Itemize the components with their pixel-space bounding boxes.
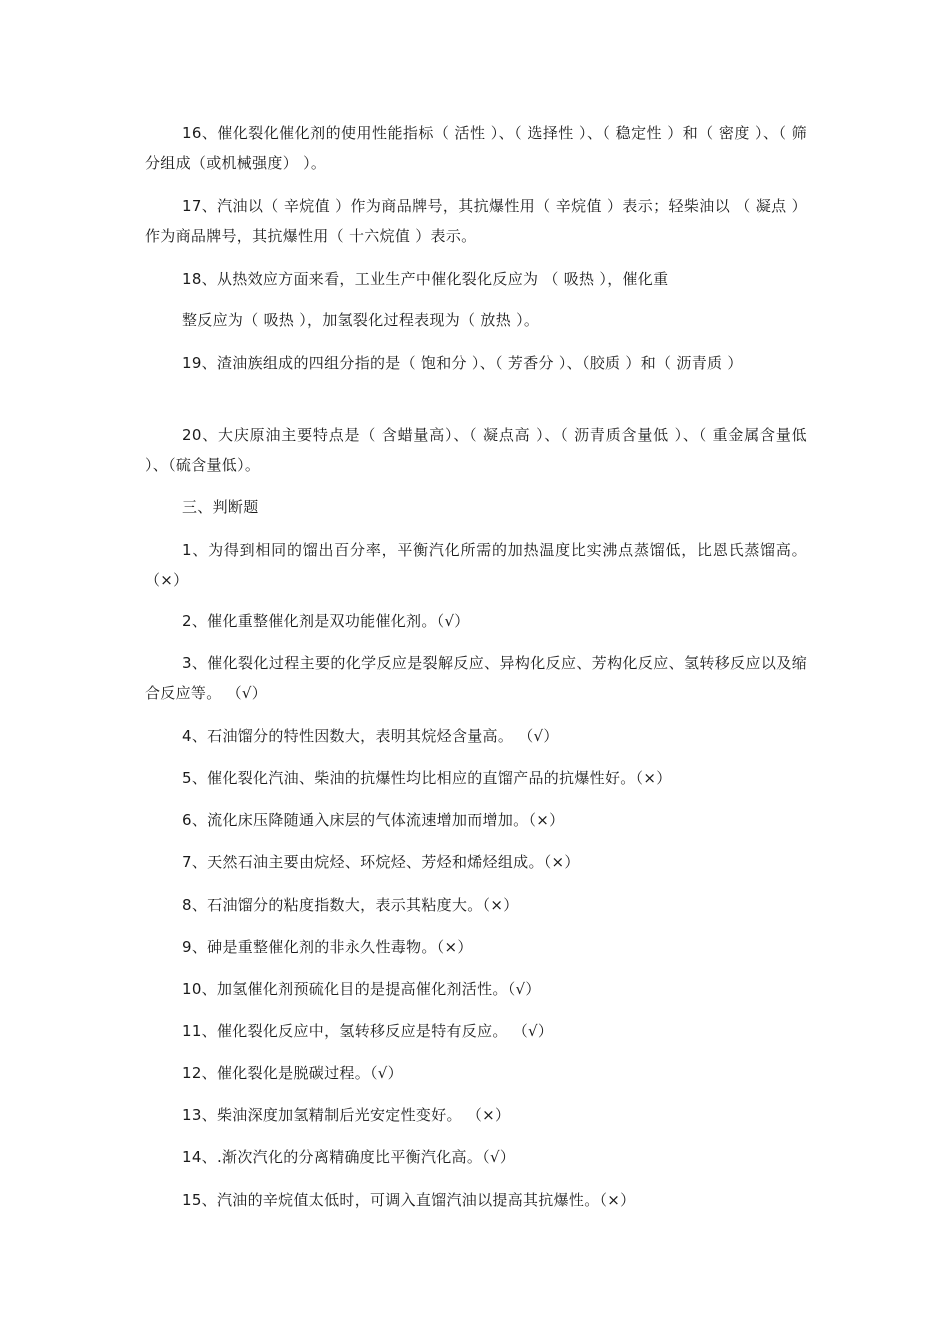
question-19: 19、渣油族组成的四组分指的是（ 饱和分 ）、（ 芳香分 ）、（胶质 ）和（ 沥青质 ）: [182, 354, 743, 372]
judgment-item: 4、石油馏分的特性因数大，表明其烷烃含量高。 （√）: [182, 727, 559, 745]
judgment-item: 13、柴油深度加氢精制后光安定性变好。 （×）: [182, 1106, 511, 1124]
judgment-item: 15、汽油的辛烷值太低时，可调入直馏汽油以提高其抗爆性。（×）: [182, 1191, 636, 1209]
judgment-item: 7、天然石油主要由烷烃、环烷烃、芳烃和烯烃组成。（×）: [182, 853, 580, 871]
judgment-item: 2、催化重整催化剂是双功能催化剂。（√）: [182, 612, 470, 630]
judgment-item: 10、加氢催化剂预硫化目的是提高催化剂活性。（√）: [182, 980, 541, 998]
question-18-line-2: 整反应为（ 吸热 ），加氢裂化过程表现为（ 放热 ）。: [182, 311, 540, 329]
judgment-item: 11、催化裂化反应中，氢转移反应是特有反应。 （√）: [182, 1022, 554, 1040]
judgment-item: 12、催化裂化是脱碳过程。（√）: [182, 1064, 403, 1082]
question-16: 16、催化裂化催化剂的使用性能指标（ 活性 ）、（ 选择性 ）、（ 稳定性 ）和（ 密度 ）、（ 筛分组成（或机械强度） ）。: [145, 124, 807, 172]
judgment-item: 3、催化裂化过程主要的化学反应是裂解反应、异构化反应、芳构化反应、氢转移反应以及缩合反应等。 （√）: [145, 654, 807, 702]
section-title: 三、判断题: [182, 498, 259, 516]
judgment-item: 5、催化裂化汽油、柴油的抗爆性均比相应的直馏产品的抗爆性好。（×）: [182, 769, 672, 787]
judgment-item: 6、流化床压降随通入床层的气体流速增加而增加。（×）: [182, 811, 565, 829]
question-18-line-1: 18、从热效应方面来看，工业生产中催化裂化反应为 （ 吸热 ），催化重: [182, 270, 669, 288]
question-17: 17、汽油以（ 辛烷值 ）作为商品牌号，其抗爆性用（ 辛烷值 ）表示；轻柴油以 （ 凝点 ）作为商品牌号，其抗爆性用（ 十六烷值 ）表示。: [145, 197, 807, 245]
question-20: 20、大庆原油主要特点是（ 含蜡量高）、（ 凝点高 ）、（ 沥青质含量低 ）、（ 重金属含量低 ）、（硫含量低）。: [145, 426, 807, 474]
judgment-item: 14、.渐次汽化的分离精确度比平衡汽化高。（√）: [182, 1148, 516, 1166]
judgment-item: 8、石油馏分的粘度指数大，表示其粘度大。（×）: [182, 896, 519, 914]
judgment-item: 1、为得到相同的馏出百分率，平衡汽化所需的加热温度比实沸点蒸馏低，比恩氏蒸馏高。 （×）: [145, 541, 807, 589]
judgment-item: 9、砷是重整催化剂的非永久性毒物。（×）: [182, 938, 473, 956]
